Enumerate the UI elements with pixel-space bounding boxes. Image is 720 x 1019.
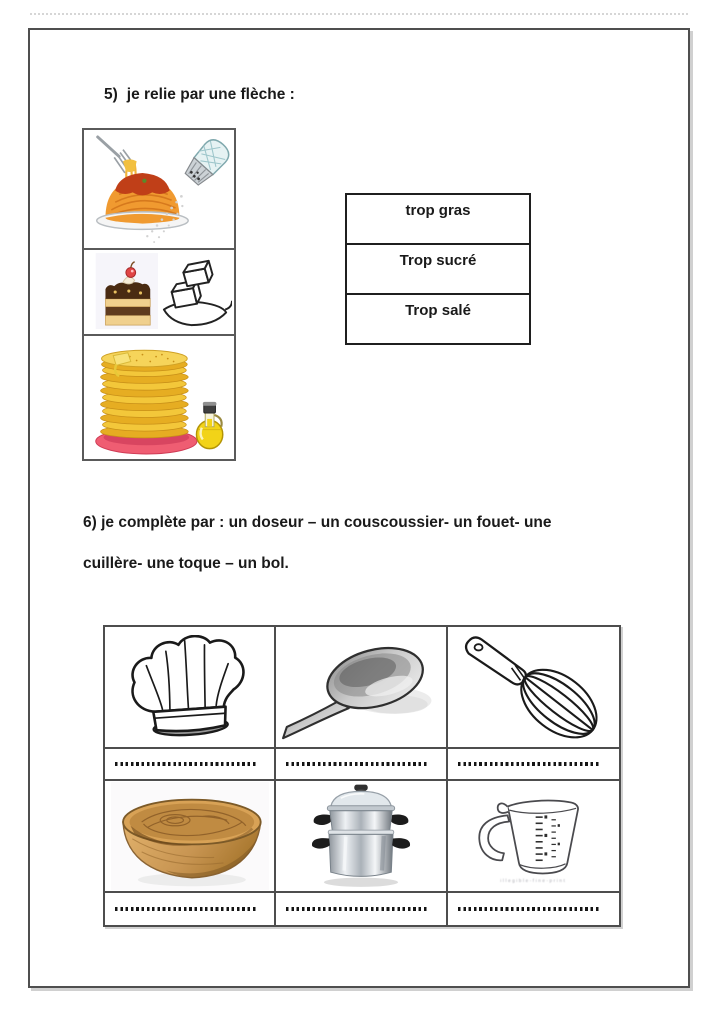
match-item-pancakes-oil[interactable] — [84, 336, 234, 459]
answer-dotted-line-3[interactable] — [458, 762, 602, 766]
grid-cell-whisk — [448, 627, 619, 749]
exercise5-image-table — [82, 128, 236, 461]
label-trop-sucre[interactable]: Trop sucré — [347, 245, 529, 295]
label-trop-gras[interactable]: trop gras — [347, 195, 529, 245]
answer-cell-3 — [448, 749, 619, 781]
answer-cell-6 — [448, 893, 619, 925]
grid-cell-chef-hat — [105, 627, 276, 749]
exercise6-grid — [103, 625, 621, 927]
wooden-bowl-icon — [110, 781, 270, 891]
spoon-icon — [281, 633, 441, 741]
exercise5-labels-table — [345, 193, 531, 345]
answer-cell-5 — [276, 893, 447, 925]
exercise5-prompt: je relie par une flèche : — [126, 86, 295, 103]
grid-cell-measuring-cup — [448, 781, 619, 893]
exercise6-prompt-line1: 6) je complète par : un doseur – un couscoussier- un fouet- une — [83, 514, 552, 531]
answer-cell-4 — [105, 893, 276, 925]
exercise6-prompt-line2: cuillère- une toque – un bol. — [83, 555, 289, 572]
whisk-icon — [458, 632, 608, 743]
pancake-stack-and-oil-bottle-icon — [86, 337, 232, 458]
answer-cell-2 — [276, 749, 447, 781]
answer-cell-1 — [105, 749, 276, 781]
measuring-cup-icon — [467, 787, 599, 886]
answer-dotted-line-2[interactable] — [286, 762, 428, 766]
answer-dotted-line-6[interactable] — [458, 907, 602, 911]
grid-cell-couscous-steamer — [276, 781, 447, 893]
cake-slice-and-spoon-with-sugar-cubes-icon — [86, 251, 232, 333]
answer-dotted-line-5[interactable] — [286, 907, 428, 911]
watermark-caption: illegible-fine-print — [500, 878, 567, 883]
couscous-steamer-pot-icon — [302, 783, 420, 889]
exercise5-number: 5) — [104, 86, 118, 103]
grid-cell-wooden-bowl — [105, 781, 276, 893]
chef-hat-icon — [120, 635, 260, 739]
match-item-cake-sugar[interactable] — [84, 250, 234, 336]
answer-dotted-line-1[interactable] — [115, 762, 257, 766]
spaghetti-plate-fork-and-salt-shaker-icon — [86, 132, 232, 247]
answer-dotted-line-4[interactable] — [115, 907, 257, 911]
label-trop-sale[interactable]: Trop salé — [405, 302, 471, 319]
grid-cell-spoon — [276, 627, 447, 749]
match-item-spaghetti-salt[interactable] — [84, 130, 234, 250]
exercise5-title — [104, 86, 295, 104]
scan-artifact-dotted-line — [30, 13, 688, 15]
exercise6-title — [83, 502, 643, 584]
